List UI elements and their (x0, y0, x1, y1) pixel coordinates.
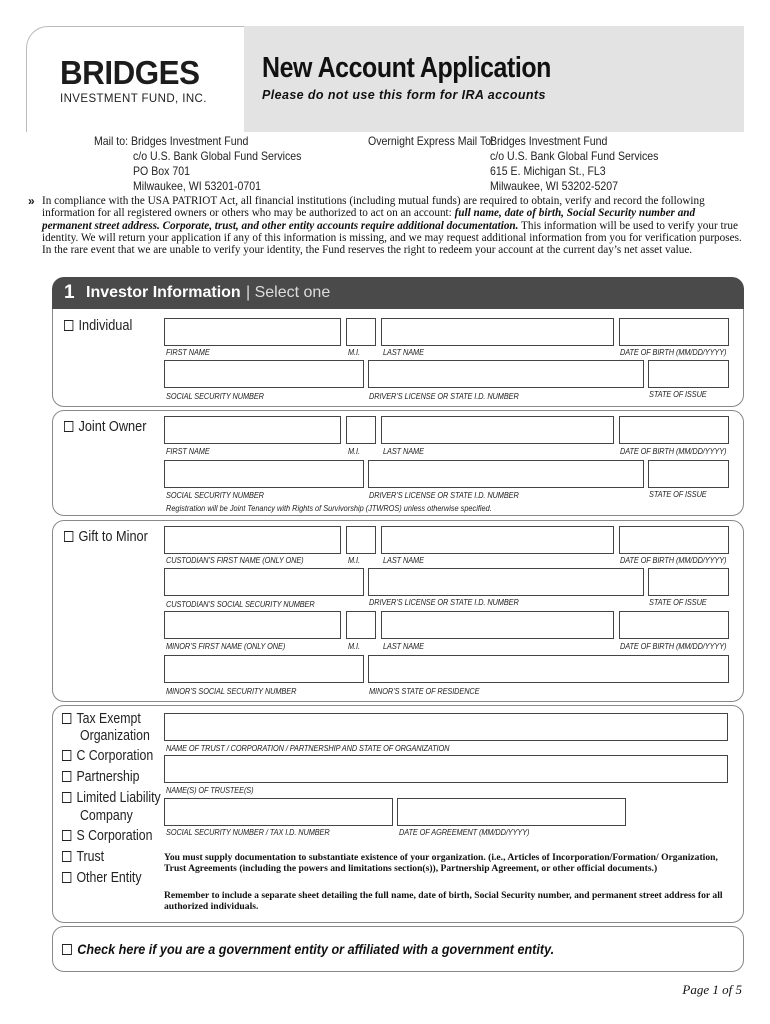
custodian-ssn-input[interactable] (164, 568, 364, 596)
government-entity-label: Check here if you are a government entity or affiliated with a government entity. (77, 941, 555, 957)
minor-dob-label: DATE OF BIRTH (MM/DD/YYYY) (620, 642, 727, 651)
overnight-line-1: Bridges Investment Fund (490, 134, 608, 148)
joint-dob-input[interactable] (619, 416, 729, 444)
overnight-line-2: c/o U.S. Bank Global Fund Services (490, 149, 659, 163)
page-title: New Account Application (262, 52, 551, 84)
trustees-label: NAME(S) OF TRUSTEE(S) (166, 786, 254, 795)
gift-to-minor-checkbox-label: Gift to Minor (78, 528, 148, 545)
joint-mi-label: M.I. (348, 447, 360, 456)
checkbox-icon (62, 830, 71, 841)
gift-to-minor-checkbox[interactable] (64, 528, 148, 545)
joint-owner-checkbox-label: Joint Owner (78, 418, 147, 435)
minor-ssn-label: MINOR’S SOCIAL SECURITY NUMBER (166, 687, 297, 696)
minor-dob-input[interactable] (619, 611, 729, 639)
page-subtitle: Please do not use this form for IRA accounts (262, 88, 546, 102)
custodian-license-input[interactable] (368, 568, 644, 596)
minor-first-name-label: MINOR’S FIRST NAME (ONLY ONE) (166, 642, 286, 651)
c-corporation-checkbox[interactable] (62, 748, 153, 764)
section-hint (246, 284, 330, 302)
tax-exempt-checkbox[interactable] (62, 711, 141, 727)
joint-last-name-input[interactable] (381, 416, 614, 444)
individual-first-name-input[interactable] (164, 318, 341, 346)
custodian-license-label: DRIVER’S LICENSE OR STATE I.D. NUMBER (369, 598, 519, 607)
individual-ssn-label: SOCIAL SECURITY NUMBER (166, 392, 264, 401)
individual-last-name-label: LAST NAME (383, 348, 424, 357)
joint-owner-checkbox[interactable] (64, 418, 146, 435)
checkbox-icon (62, 944, 72, 955)
minor-first-name-input[interactable] (164, 611, 341, 639)
llc-label-2: Company (80, 808, 133, 824)
notice-text-1: In compliance with the USA PATRIOT Act, all financial institutions (including mutual funds) are required to obtain, verify and record the following information for all registered owners or others who may be authorized to act on an account: (42, 195, 705, 220)
checkbox-icon (62, 713, 71, 724)
joint-license-label: DRIVER’S LICENSE OR STATE I.D. NUMBER (369, 491, 519, 500)
custodian-dob-label: DATE OF BIRTH (MM/DD/YYYY) (620, 556, 727, 565)
individual-license-label: DRIVER’S LICENSE OR STATE I.D. NUMBER (369, 392, 519, 401)
custodian-mi-input[interactable] (346, 526, 376, 554)
section-title: Investor Information (86, 284, 241, 301)
other-entity-label: Other Entity (76, 870, 142, 886)
custodian-mi-label: M.I. (348, 556, 360, 565)
joint-ssn-input[interactable] (164, 460, 364, 488)
checkbox-icon (62, 792, 71, 803)
s-corporation-checkbox[interactable] (62, 828, 152, 844)
section-hint-text: Select one (254, 284, 331, 301)
joint-first-name-label: FIRST NAME (166, 447, 210, 456)
minor-mi-input[interactable] (346, 611, 376, 639)
logo-wordmark: BRIDGES (60, 54, 200, 91)
trustees-input[interactable] (164, 755, 728, 783)
authorized-individuals-reminder: Remember to include a separate sheet detailing the full name, date of birth, Social Security number, and permanent street address for all authorized individuals. (164, 890, 723, 912)
joint-state-input[interactable] (648, 460, 729, 488)
custodian-first-name-input[interactable] (164, 526, 341, 554)
checkbox-icon (64, 421, 73, 432)
minor-state-input[interactable] (368, 655, 729, 683)
trust-label: Trust (76, 849, 105, 865)
tax-exempt-label-2: Organization (80, 728, 150, 744)
entity-name-input[interactable] (164, 713, 728, 741)
mail-to-line-2: c/o U.S. Bank Global Fund Services (133, 149, 302, 163)
joint-first-name-input[interactable] (164, 416, 341, 444)
logo-subtitle: INVESTMENT FUND, INC. (60, 93, 207, 105)
trust-checkbox[interactable] (62, 849, 104, 865)
section-separator: | (246, 284, 251, 301)
mail-to-line-4: Milwaukee, WI 53201-0701 (133, 179, 261, 193)
entity-tax-id-input[interactable] (164, 798, 393, 826)
notice-text-2: This information will be used to verify your true identity. We will return your application if any of this information is missing, and we may request additional information from you for verification purposes. In the rare event that we are unable to verify your identity, the Fund reserves the right to redeem your account at the current day’s net asset value. (42, 219, 742, 257)
joint-dob-label: DATE OF BIRTH (MM/DD/YYYY) (620, 447, 727, 456)
individual-mi-input[interactable] (346, 318, 376, 346)
partnership-label: Partnership (76, 769, 140, 785)
notice-text-bold: full name, date of birth, Social Security number and permanent street address. Corporate, trust, and other entity accounts require additional documentation. (42, 207, 696, 232)
entity-tax-id-label: SOCIAL SECURITY NUMBER / TAX I.D. NUMBER (166, 828, 330, 837)
checkbox-icon (62, 771, 71, 782)
chevron-right-icon: » (28, 194, 35, 208)
page-number: Page 1 of 5 (682, 982, 742, 997)
joint-ssn-label: SOCIAL SECURITY NUMBER (166, 491, 264, 500)
minor-ssn-input[interactable] (164, 655, 364, 683)
custodian-ssn-label: CUSTODIAN’S SOCIAL SECURITY NUMBER (166, 600, 315, 609)
patriot-act-notice (42, 195, 746, 256)
c-corporation-label: C Corporation (76, 748, 154, 764)
minor-mi-label: M.I. (348, 642, 360, 651)
joint-state-label: STATE OF ISSUE (649, 490, 707, 499)
individual-state-input[interactable] (648, 360, 729, 388)
overnight-line-3: 615 E. Michigan St., FL3 (490, 164, 606, 178)
individual-checkbox[interactable] (64, 317, 132, 334)
individual-first-name-label: FIRST NAME (166, 348, 210, 357)
individual-license-input[interactable] (368, 360, 644, 388)
jtwros-note: Registration will be Joint Tenancy with Rights of Survivorship (JTWROS) unless otherwise specified. (166, 504, 492, 513)
custodian-first-name-label: CUSTODIAN’S FIRST NAME (ONLY ONE) (166, 556, 304, 565)
checkbox-icon (62, 750, 71, 761)
checkbox-icon (62, 851, 71, 862)
individual-last-name-input[interactable] (381, 318, 614, 346)
overnight-line-4: Milwaukee, WI 53202-5207 (490, 179, 618, 193)
custodian-state-label: STATE OF ISSUE (649, 598, 707, 607)
overnight-mail-prefix: Overnight Express Mail To: (368, 134, 494, 148)
s-corporation-label: S Corporation (76, 828, 153, 844)
partnership-checkbox[interactable] (62, 769, 139, 785)
minor-last-name-label: LAST NAME (383, 642, 424, 651)
individual-checkbox-label: Individual (78, 317, 133, 334)
government-entity-checkbox[interactable] (62, 941, 554, 957)
section-number: 1 (64, 282, 75, 303)
joint-last-name-label: LAST NAME (383, 447, 424, 456)
joint-license-input[interactable] (368, 460, 644, 488)
tax-exempt-label: Tax Exempt (76, 711, 141, 727)
individual-state-label: STATE OF ISSUE (649, 390, 707, 399)
custodian-last-name-label: LAST NAME (383, 556, 424, 565)
entity-name-label: NAME OF TRUST / CORPORATION / PARTNERSHIP AND STATE OF ORGANIZATION (166, 744, 450, 753)
agreement-date-label: DATE OF AGREEMENT (MM/DD/YYYY) (399, 828, 530, 837)
mail-to-line-1: Mail to: Bridges Investment Fund (94, 134, 249, 148)
custodian-last-name-input[interactable] (381, 526, 614, 554)
checkbox-icon (62, 872, 71, 883)
individual-dob-label: DATE OF BIRTH (MM/DD/YYYY) (620, 348, 727, 357)
minor-state-label: MINOR’S STATE OF RESIDENCE (369, 687, 480, 696)
llc-checkbox[interactable] (62, 790, 161, 806)
llc-label: Limited Liability (76, 790, 161, 806)
individual-dob-input[interactable] (619, 318, 729, 346)
mail-to-line-3: PO Box 701 (133, 164, 190, 178)
custodian-dob-input[interactable] (619, 526, 729, 554)
checkbox-icon (64, 320, 73, 331)
joint-mi-input[interactable] (346, 416, 376, 444)
minor-last-name-input[interactable] (381, 611, 614, 639)
checkbox-icon (64, 531, 73, 542)
other-entity-checkbox[interactable] (62, 870, 142, 886)
individual-ssn-input[interactable] (164, 360, 364, 388)
documentation-requirement: You must supply documentation to substantiate existence of your organization. (i.e., Articles of Incorporation/Formation/ Organization, Trust Agreements (including the powers and limitations section(s)), Partnership Agreement, or other official documents.) (164, 852, 718, 874)
custodian-state-input[interactable] (648, 568, 729, 596)
agreement-date-input[interactable] (397, 798, 626, 826)
individual-mi-label: M.I. (348, 348, 360, 357)
